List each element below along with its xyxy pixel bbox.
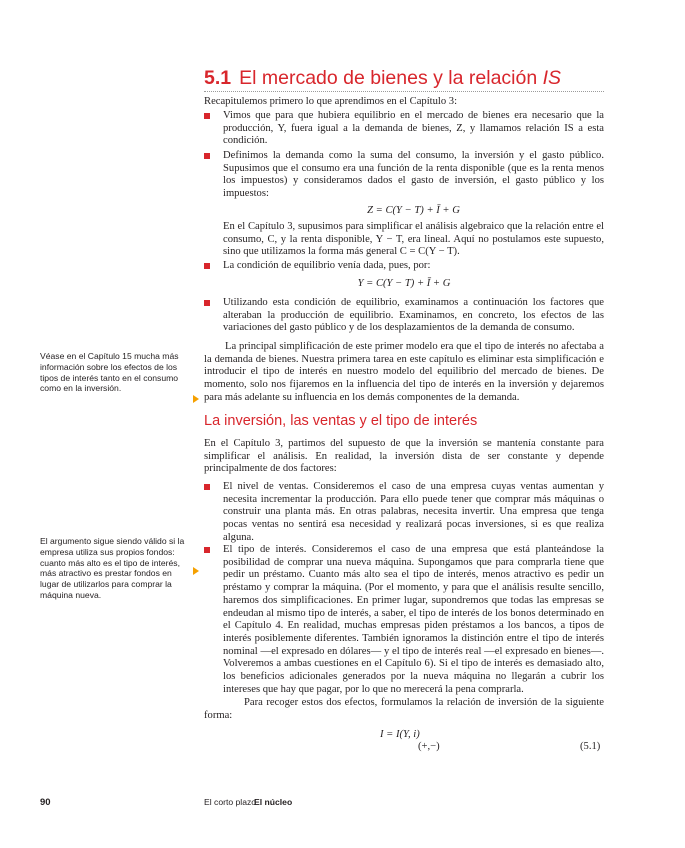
margin-arrow-icon xyxy=(193,395,199,403)
section-number: 5.1 xyxy=(204,67,232,89)
section-title: El mercado de bienes y la relación xyxy=(239,67,543,89)
recap-bullet-equilibrium: Vimos que para que hubiera equilibrio en el mercado de bienes era necesario que la producción, Y, fuera igual a la demanda de bienes, Z, y llamamos relación IS a esta condición. xyxy=(204,110,604,148)
equation-number: (5.1) xyxy=(580,741,601,752)
margin-note-chapter-15: Véase en el Capítulo 15 mucha más información sobre los efectos de los tipos de interés tanto en el consumo como en la inversión. xyxy=(40,351,179,394)
footer-part-title: El corto plazo xyxy=(204,797,257,807)
recap-list-1 xyxy=(204,110,604,148)
investment-intro-paragraph: En el Capítulo 3, partimos del supuesto de que la inversión se mantenía constante para simplificar el análisis. En realidad, la inversión dista de ser constante y depende principalmente de dos factores: xyxy=(204,438,604,475)
simplification-paragraph: La principal simplificación de este primer modelo era que el tipo de interés no afectaba a la demanda de bienes. Nuestra primera tarea en este capítulo es eliminar esta simplificación e introducir el tipo de interés en nuestro modelo del equilibrio del mercado de bienes. De momento, solo nos fijaremos en la influencia del tipo de interés en la inversión y dejaremos para más adelante su influencia en los demás componentes de la demanda. xyxy=(204,341,604,403)
factor-list-2 xyxy=(204,544,604,696)
section-title-variable: IS xyxy=(542,67,562,89)
investment-equation: I = I(Y, i) xyxy=(380,729,420,740)
consumption-note: En el Capítulo 3, supusimos para simplificar el análisis algebraico que la relación entre el consumo, C, y la renta disponible, Y − T, era lineal. Aquí no postulamos este supuesto, sino que utilizamos la forma más general C = C(Y − T). xyxy=(223,221,604,258)
footer-chapter-title: El núcleo xyxy=(254,797,293,807)
demand-equation: Z = C(Y − T) + Ī + G xyxy=(367,205,460,216)
recap-bullet-demand: Definimos la demanda como la suma del consumo, la inversión y el gasto público. Supusimos que el consumo era una función de la renta disponible (que es la renta menos los impuestos) y consideramos dados el gasto de inversión, el gasto público y los impuestos: xyxy=(204,150,604,201)
recap-list-4 xyxy=(204,297,604,335)
recap-list-2 xyxy=(204,150,604,201)
subsection-heading: La inversión, las ventas y el tipo de interés xyxy=(204,413,478,429)
factor-bullet-sales: El nivel de ventas. Consideremos el caso de una empresa cuyas ventas aumentan y necesita incrementar la producción. Para ello puede tener que comprar más máquinas o construir una planta más. En otras palabras, necesita invertir. Una empresa que tenga pocas ventas no sentirá esa necesidad y realizará pocas inversiones, si es que realiza alguna. xyxy=(204,481,604,545)
section-heading xyxy=(204,66,614,90)
margin-arrow-icon xyxy=(193,567,199,575)
margin-note-own-funds: El argumento sigue siendo válido si la empresa utiliza sus propios fondos: cuanto más alto es el tipo de interés, más atractivo es prestar fondos en lugar de utilizarlos para comprar la máquina nueva. xyxy=(40,536,185,600)
factor-list-1 xyxy=(204,481,604,545)
intro-paragraph: Recapitulemos primero lo que aprendimos en el Capítulo 3: xyxy=(204,96,458,107)
investment-equation-signs: (+,−) xyxy=(418,741,440,752)
page-number: 90 xyxy=(40,797,51,808)
recap-list-3 xyxy=(204,260,604,273)
factor-bullet-interest-rate: El tipo de interés. Consideremos el caso de una empresa que está planteándose la posibilidad de comprar una nueva máquina. Supongamos que para comprarla tiene que pedir un préstamo. Cuanto más alto sea el tipo de interés, menos atractivo es pedir un préstamo y comprar la máquina. (Por el momento, y para que el análisis resulte sencillo, haremos dos simplificaciones. En primer lugar, supondremos que todas las empresas se endeudan al mismo tipo de interés, a saber, el tipo de interés de los bonos determinado en el Capítulo 4. En realidad, muchas empresas piden préstamos a los bancos, a tipos de interés posiblemente diferentes. También ignoramos la distinción entre el tipo de interés nominal —el expresado en dólares— y el tipo de interés real —el expresado en bienes—. Volveremos a ambas cuestiones en el Capítulo 6). Si el tipo de interés es demasiado alto, los beneficios adicionales generados por la nueva máquina no llegarán a cubrir los intereses que hay que pagar, por lo que no merecerá la pena comprarla. xyxy=(204,544,604,696)
relation-paragraph: Para recoger estos dos efectos, formulamos la relación de inversión de la siguiente forma: xyxy=(204,697,604,721)
section-heading-rule xyxy=(204,91,604,92)
recap-bullet-factors: Utilizando esta condición de equilibrio, examinamos a continuación los factores que alteraban la producción de equilibrio. Examinamos, en concreto, los efectos de las variaciones del gasto público y de los desplazamientos de la demanda de consumo. xyxy=(204,297,604,335)
equilibrium-equation: Y = C(Y − T) + Ī + G xyxy=(357,278,451,289)
recap-bullet-condition: La condición de equilibrio venía dada, pues, por: xyxy=(204,260,604,273)
